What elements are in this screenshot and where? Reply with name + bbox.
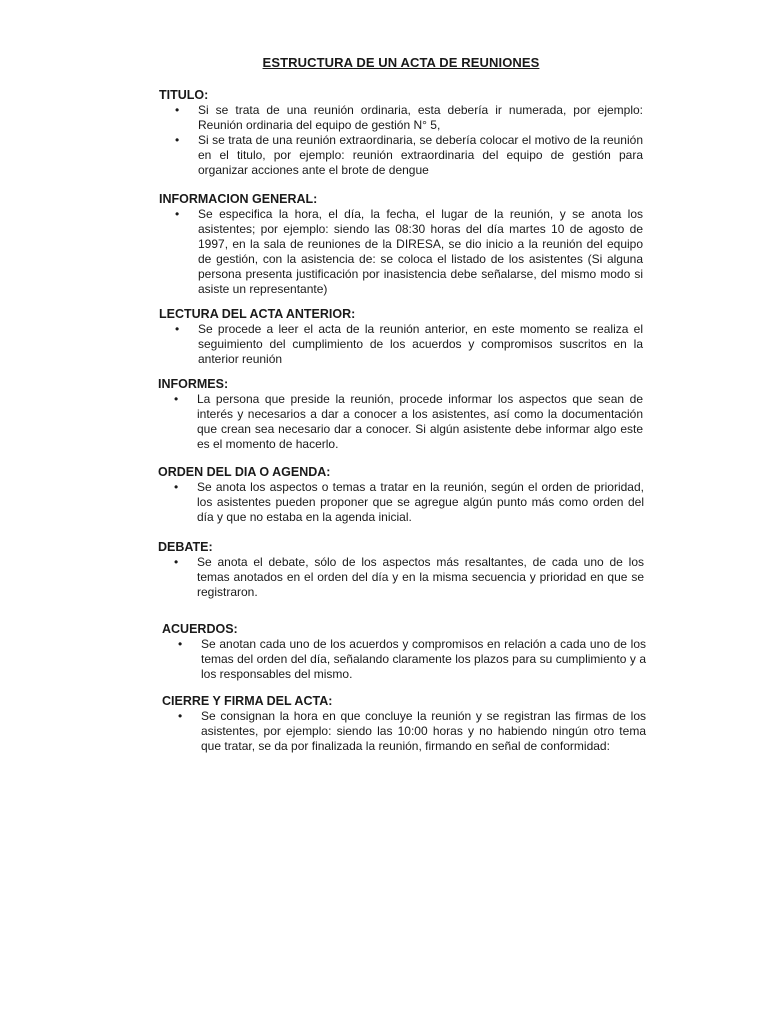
bullet-icon: • <box>174 555 179 569</box>
document-title: ESTRUCTURA DE UN ACTA DE REUNIONES <box>262 55 540 70</box>
bullet-icon: • <box>175 207 180 221</box>
section-orden-del-dia-o-agenda <box>158 465 644 525</box>
bullet-list <box>159 103 643 178</box>
section-heading: LECTURA DEL ACTA ANTERIOR: <box>159 307 356 321</box>
bullet-list <box>162 637 646 682</box>
bullet-icon: • <box>175 103 180 117</box>
bullet-list <box>158 555 644 600</box>
list-item-text: Si se trata de una reunión extraordinaria, se debería colocar el motivo de la reunión en el titulo, por ejemplo: reunión extraordinaria del equipo de gestión para organizar acciones ante el brote de dengue <box>198 133 643 177</box>
bullet-list <box>158 480 644 525</box>
bullet-list <box>159 207 643 297</box>
bullet-icon: • <box>174 392 179 406</box>
bullet-icon: • <box>174 480 179 494</box>
list-item <box>158 392 643 452</box>
section-heading: DEBATE: <box>158 540 213 554</box>
bullet-list <box>159 322 643 367</box>
list-item-text: Se anota los aspectos o temas a tratar en la reunión, según el orden de prioridad, los asistentes pueden proponer que se agregue algún punto más como orden del día y que no estaba en la agenda inicial. <box>197 480 644 524</box>
section-informes <box>158 377 643 452</box>
section-lectura-del-acta-anterior <box>159 307 643 367</box>
section-heading: ACUERDOS: <box>162 622 238 636</box>
list-item <box>159 133 643 178</box>
list-item-text: Se anotan cada uno de los acuerdos y compromisos en relación a cada uno de los temas del orden del día, señalando claramente los plazos para su cumplimiento y a los responsables del mismo. <box>201 637 646 681</box>
list-item <box>159 103 643 133</box>
bullet-icon: • <box>175 322 180 336</box>
section-debate <box>158 540 644 600</box>
section-heading: CIERRE Y FIRMA DEL ACTA: <box>162 694 333 708</box>
bullet-icon: • <box>175 133 180 147</box>
section-heading: INFORMES: <box>158 377 229 391</box>
section-heading: INFORMACION GENERAL: <box>159 192 318 206</box>
section-informacion-general <box>159 192 643 297</box>
list-item <box>158 555 644 600</box>
list-item-text: Se procede a leer el acta de la reunión anterior, en este momento se realiza el seguimiento del cumplimiento de los acuerdos y compromisos suscritos en la anterior reunión <box>198 322 643 366</box>
list-item <box>159 207 643 297</box>
list-item-text: Se anota el debate, sólo de los aspectos más resaltantes, de cada uno de los temas anotados en el orden del día y en la misma secuencia y prioridad en que se registraron. <box>197 555 644 599</box>
list-item-text: Si se trata de una reunión ordinaria, esta debería ir numerada, por ejemplo: Reunión ordinaria del equipo de gestión N° 5, <box>198 103 643 132</box>
bullet-list <box>162 709 646 754</box>
list-item <box>158 480 644 525</box>
list-item-text: Se consignan la hora en que concluye la reunión y se registran las firmas de los asistentes, por ejemplo: siendo las 10:00 horas y no habiendo ningún otro tema que tratar, se da por finalizada la reunión, firmando en señal de conformidad: <box>201 709 646 753</box>
section-heading: TITULO: <box>159 88 209 102</box>
section-acuerdos <box>162 622 646 682</box>
list-item <box>159 322 643 367</box>
section-titulo <box>159 88 643 178</box>
list-item <box>162 637 646 682</box>
list-item <box>162 709 646 754</box>
section-heading: ORDEN DEL DIA O AGENDA: <box>158 465 331 479</box>
bullet-list <box>158 392 643 452</box>
list-item-text: La persona que preside la reunión, procede informar los aspectos que sean de interés y necesarios a dar a conocer a los asistentes, así como la documentación que crean sea necesario dar a conocer. Si algún asistente debe informar algo este es el momento de hacerlo. <box>197 392 643 451</box>
section-cierre-y-firma-del-acta <box>162 694 646 754</box>
bullet-icon: • <box>178 709 183 723</box>
list-item-text: Se especifica la hora, el día, la fecha, el lugar de la reunión, y se anota los asistentes; por ejemplo: siendo las 08:30 horas del día martes 10 de agosto de 1997, en la sala de reuniones de la DIRESA, se dio inicio a la reunión del equipo de gestión, con la asistencia de: se coloca el listado de los asistentes (Si alguna persona presenta justificación por inasistencia debe señalarse, del mismo modo si asiste un representante) <box>198 207 643 296</box>
bullet-icon: • <box>178 637 183 651</box>
